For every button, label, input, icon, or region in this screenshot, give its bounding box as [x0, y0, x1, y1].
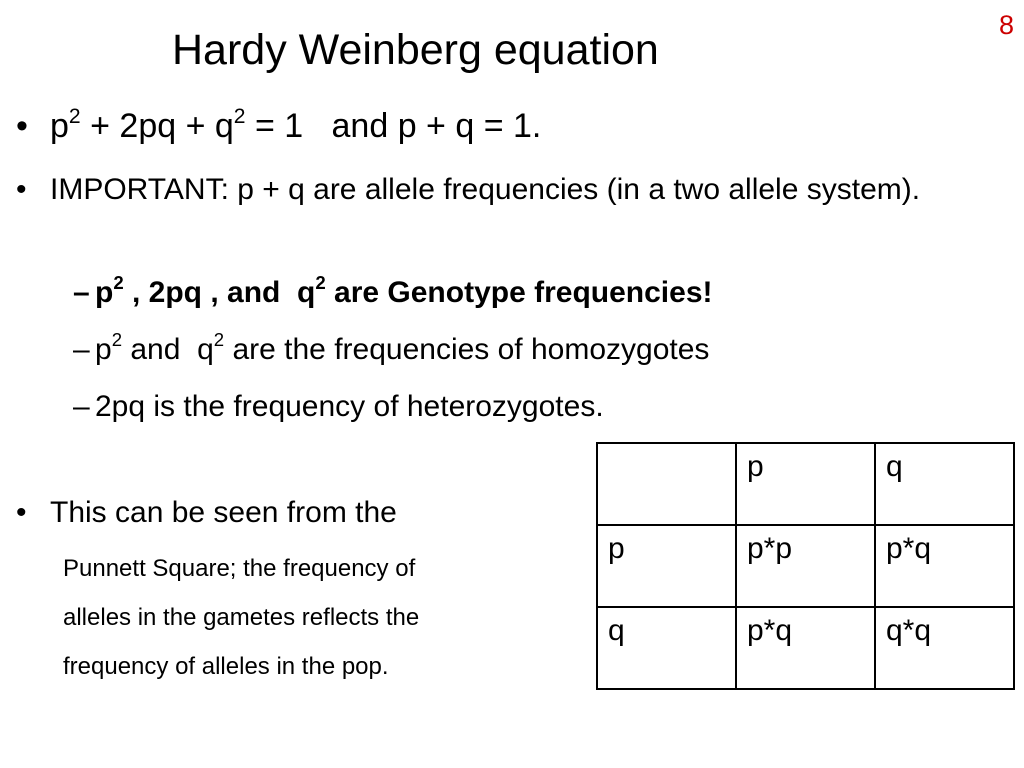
- punnett-line: alleles in the gametes reflects the: [63, 604, 420, 631]
- slide-number: 8: [998, 10, 1014, 40]
- sub-genotype: [73, 272, 713, 310]
- homozygotes-text: $p^2$ and $q^2$ are the frequencies of homozygotes: [95, 329, 710, 366]
- sub-homozygotes: [73, 329, 710, 367]
- bullet-marker: •: [16, 173, 27, 206]
- bullet-punnett: [16, 496, 397, 530]
- table-row: [597, 525, 1014, 607]
- slide-title: Hardy Weinberg equation: [172, 26, 659, 74]
- dash-marker: –: [73, 333, 90, 366]
- genotype-text: $p^2$ , 2pq , and $q^2$ are Genotype frequencies!: [95, 272, 713, 309]
- sub-heterozygotes: [73, 390, 604, 424]
- bullet-marker: •: [16, 107, 28, 145]
- table-cell: q: [875, 443, 1014, 525]
- table-cell: q: [597, 607, 736, 689]
- table-cell: p: [597, 525, 736, 607]
- important-text: IMPORTANT: p + q are allele frequencies (in a two allele system).: [50, 173, 921, 206]
- punnett-bullet-text: This can be seen from the: [50, 496, 397, 529]
- table-row: [597, 607, 1014, 689]
- punnett-square-table: [596, 442, 1015, 690]
- equation-text: $p^2 + 2pq + q^2 = 1$ and p + q = 1.: [50, 104, 542, 145]
- dash-marker: –: [73, 390, 90, 423]
- dash-marker: –: [73, 276, 90, 309]
- table-cell: p*p: [736, 525, 875, 607]
- table-header-row: [597, 443, 1014, 525]
- table-cell: [597, 443, 736, 525]
- bullet-marker: •: [16, 496, 27, 529]
- heterozygotes-text: 2pq is the frequency of heterozygotes.: [95, 390, 604, 423]
- bullet-equation: [16, 104, 542, 146]
- table-cell: p*q: [736, 607, 875, 689]
- punnett-explanation: [63, 544, 419, 691]
- punnett-line: Punnett Square; the frequency of: [63, 555, 416, 582]
- bullet-important: [16, 171, 976, 209]
- table-cell: q*q: [875, 607, 1014, 689]
- table-cell: p*q: [875, 525, 1014, 607]
- punnett-line: frequency of alleles in the pop.: [63, 653, 389, 680]
- table-cell: p: [736, 443, 875, 525]
